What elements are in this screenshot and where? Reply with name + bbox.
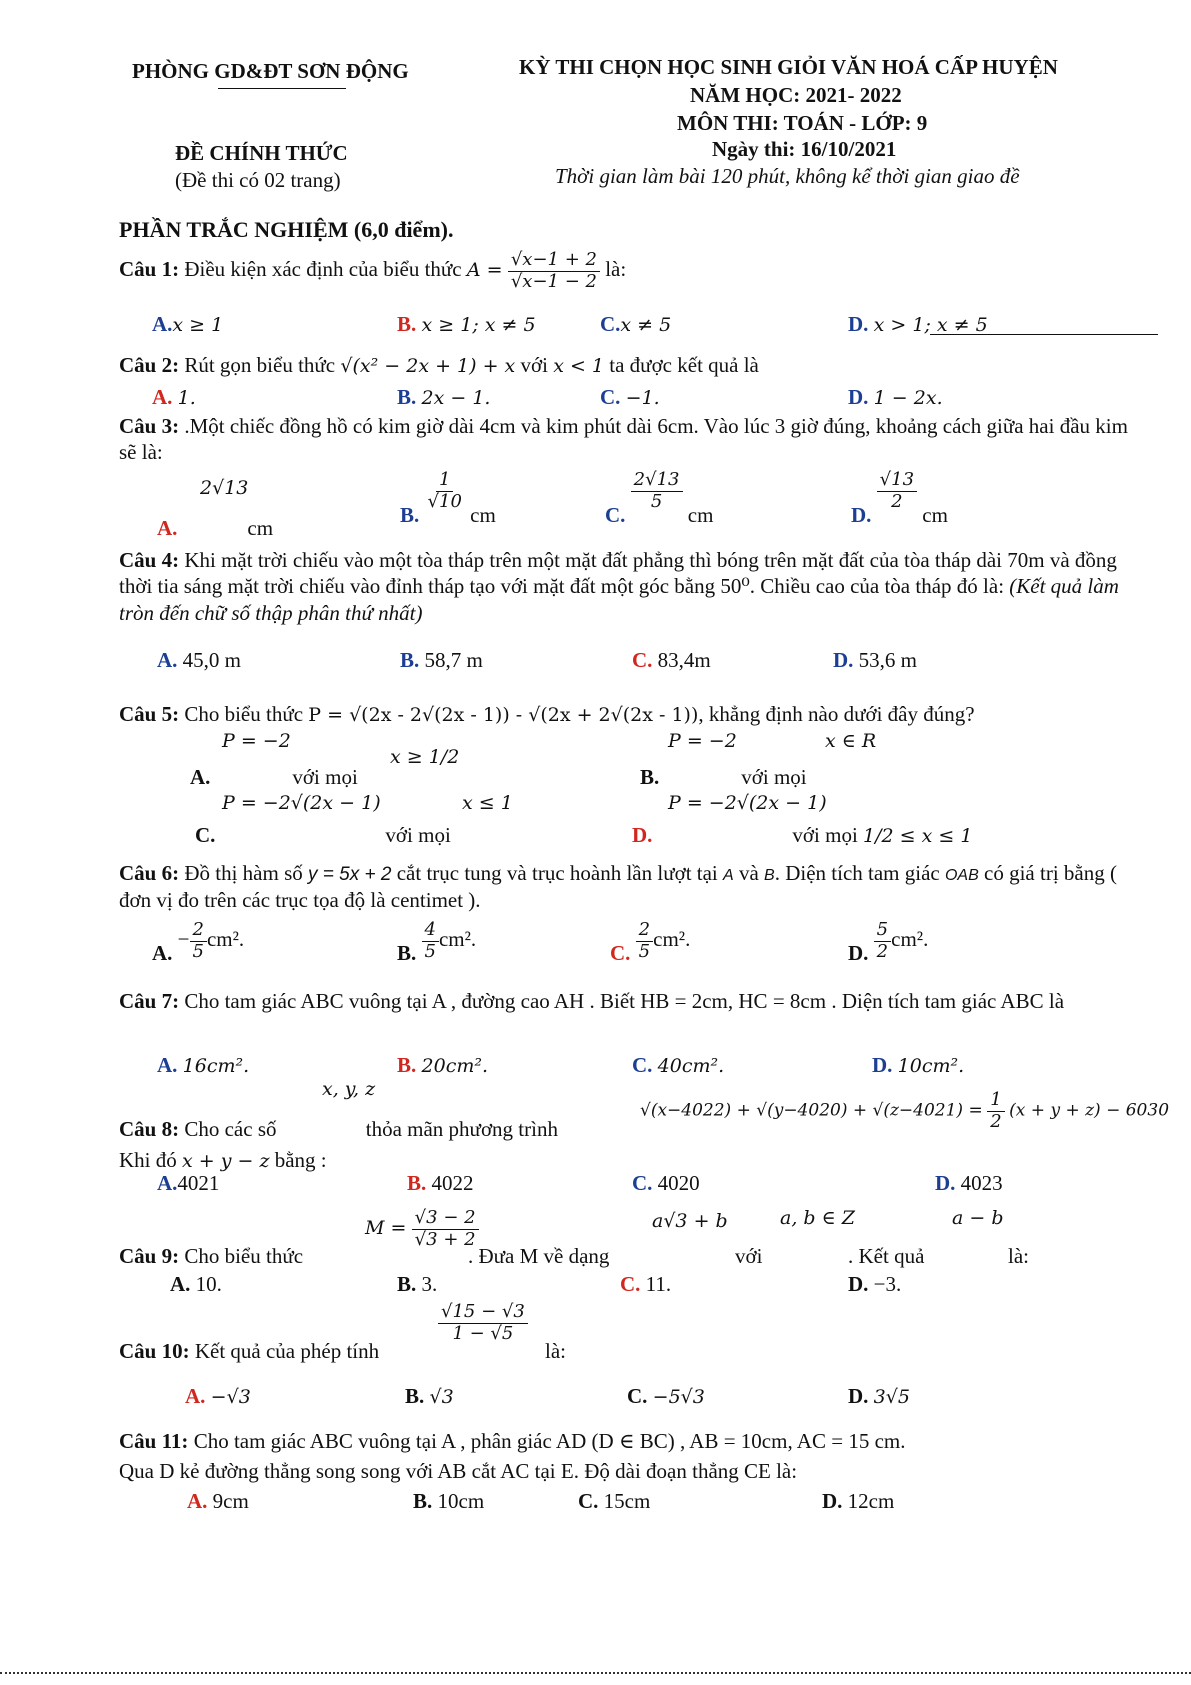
q1-expr	[508, 250, 600, 292]
q3-text: .Một chiếc đồng hồ có kim giờ dài 4cm và kim phút dài 6cm. Vào lúc 3 giờ đúng, khoảng cách giữa hai đầu kim sẽ là:	[119, 414, 1128, 465]
q9-cond: a, b ∈ Z	[780, 1207, 855, 1229]
q8-option-a: A.4021	[157, 1171, 220, 1195]
pages-note: (Đề thi có 02 trang)	[175, 168, 341, 192]
q5-option-a: A. với mọi	[190, 765, 358, 789]
q3-option-b: B. $\frac{1}{√10}$ cm	[400, 469, 496, 527]
q9-option-c: C. 11.	[620, 1272, 672, 1296]
q11-option-d: D. 12cm	[822, 1489, 895, 1513]
q7-option-c: C. 40cm².	[632, 1053, 725, 1077]
q1-expr-lhs: A =	[466, 259, 503, 281]
q5-text: Cho biểu thức	[184, 702, 304, 726]
q1-option-c: C.x ≠ 5	[600, 312, 672, 336]
q5-d-result: P = −2√(2x − 1)	[668, 792, 827, 814]
q4-option-a: A. 45,0 m	[157, 648, 242, 672]
q8-option-c: C. 4020	[632, 1171, 700, 1195]
q11-option-c: C. 15cm	[578, 1489, 651, 1513]
q8-option-b: B. 4022	[407, 1171, 474, 1195]
q1-suffix: là:	[605, 257, 627, 281]
q6-option-a: A. − $\frac{2}{5}$ cm².	[152, 919, 245, 965]
q1-expr-den: √x−1 − 2	[510, 270, 597, 292]
q5-b-result: P = −2	[668, 730, 737, 752]
q5-c-cond: x ≤ 1	[462, 792, 513, 814]
department-underline	[218, 88, 346, 89]
q9-option-d: D. −3.	[848, 1272, 902, 1296]
q5-label: Câu 5:	[119, 702, 180, 726]
q7-label: Câu 7:	[119, 989, 180, 1013]
q6-option-c: C. $\frac{2}{5}$ cm².	[610, 919, 691, 965]
q3-option-c: C. $\frac{2√13}{5}$ cm	[605, 469, 714, 527]
q1-option-d-line	[930, 334, 1158, 335]
question-2	[119, 352, 759, 379]
q1-option-d: D. x > 1; x ≠ 5	[848, 312, 988, 336]
q4-option-c: C. 83,4m	[632, 648, 711, 672]
q5-a-result: P = −2	[222, 730, 291, 752]
q6-option-d: D. $\frac{5}{2}$ cm².	[848, 919, 929, 965]
q9-form: a√3 + b	[652, 1210, 728, 1232]
section-title: PHẦN TRẮC NGHIỆM (6,0 điểm).	[119, 217, 454, 242]
q9-option-b: B. 3.	[397, 1272, 438, 1296]
q5-a-cond: x ≥ 1/2	[390, 746, 460, 768]
department-name: PHÒNG GD&ĐT SƠN ĐỘNG	[132, 59, 409, 83]
q7-option-b: B. 20cm².	[397, 1053, 489, 1077]
official-label: ĐỀ CHÍNH THỨC	[175, 141, 348, 165]
q7-option-d: D. 10cm².	[872, 1053, 965, 1077]
q11-option-a: A. 9cm	[187, 1489, 249, 1513]
q10-fraction: $\frac{√15 - √3}{1 - √5}$	[438, 1302, 528, 1344]
q3-option-a: A. cm	[157, 516, 274, 540]
q2-label: Câu 2:	[119, 353, 180, 377]
q3-option-a-value: 2√13	[200, 477, 249, 499]
question-5	[119, 701, 975, 728]
exam-title: KỲ THI CHỌN HỌC SINH GIỎI VĂN HOÁ CẤP HUYỆN	[519, 55, 1058, 79]
q5-c-result: P = −2√(2x − 1)	[222, 792, 381, 814]
q5-option-b: B. với mọi	[640, 765, 807, 789]
q10-option-c: C. −5√3	[627, 1384, 705, 1408]
q2-expr: √(x² − 2x + 1) + x	[340, 355, 516, 377]
q10-label: Câu 10:	[119, 1339, 190, 1363]
q1-option-b: B. x ≥ 1; x ≠ 5	[397, 312, 536, 336]
q8-option-d: D. 4023	[935, 1171, 1003, 1195]
question-8: Câu 8: Cho các số thỏa mãn phương trình	[119, 1117, 558, 1141]
q4-option-d: D. 53,6 m	[833, 648, 918, 672]
q10-option-b: B. √3	[405, 1384, 454, 1408]
q4-text: Khi mặt trời chiếu vào một tòa tháp trên một mặt đất phẳng thì bóng trên mặt đất của tòa tháp dài 70m và đồng thời tia sáng mặt trời chiếu vào đỉnh tháp tạo với mặt đất một góc bằng 50⁰.	[119, 548, 1117, 599]
q11-text2: Qua D kẻ đường thẳng song song với AB cắt AC tại E. Độ dài đoạn thẳng CE là:	[119, 1459, 798, 1483]
q9-label: Câu 9:	[119, 1244, 180, 1268]
subject: MÔN THI: TOÁN - LỚP: 9	[677, 111, 928, 135]
q3-label: Câu 3:	[119, 414, 180, 438]
time-note: Thời gian làm bài 120 phút, không kể thời gian giao đề	[555, 164, 1020, 188]
q4-option-b: B. 58,7 m	[400, 648, 483, 672]
q9-option-a: A. 10.	[170, 1272, 222, 1296]
q8-equation: √(x−4022) + √(y−4020) + √(z−4021) = $\frac{1}{2}$ (x + y + z) − 6030	[640, 1089, 1170, 1132]
question-7	[119, 988, 1131, 1014]
q5-suffix: , khẳng định nào dưới đây đúng?	[698, 702, 975, 726]
q1-expr-num: √x−1 + 2	[508, 250, 600, 272]
q10-option-d: D. 3√5	[848, 1384, 910, 1408]
q10-suffix: là:	[545, 1339, 566, 1363]
question-3	[119, 413, 1131, 466]
q10-option-a: A. −√3	[185, 1384, 251, 1408]
exam-date: Ngày thi: 16/10/2021	[712, 137, 897, 161]
q8-label: Câu 8:	[119, 1117, 180, 1141]
q11-option-b: B. 10cm	[413, 1489, 485, 1513]
q9-with: với	[735, 1244, 763, 1268]
q5-option-c: C. với mọi	[195, 823, 451, 847]
q2-cond: x < 1	[553, 355, 605, 377]
q2-option-a: A. 1.	[152, 385, 196, 409]
q7-option-a: A. 16cm².	[157, 1053, 250, 1077]
question-11: Câu 11: Cho tam giác ABC vuông tại A , phân giác AD (D ∈ BC) , AB = 10cm, AC = 15 cm.	[119, 1429, 906, 1453]
question-10: Câu 10: Kết quả của phép tính	[119, 1339, 380, 1363]
q5-option-d: D. với mọi 1/2 ≤ x ≤ 1	[632, 823, 973, 847]
q2-suffix: ta được kết quả là	[609, 353, 759, 377]
q9-target: a − b	[952, 1207, 1004, 1229]
q1-label: Câu 1:	[119, 257, 180, 281]
q4-label: Câu 4:	[119, 548, 180, 572]
q3-option-d: D. $\frac{√13}{2}$ cm	[851, 469, 948, 527]
q4-note: (Kết quả làm tròn đến chữ số thập phân thứ nhất)	[119, 574, 1119, 625]
question-4	[119, 547, 1131, 626]
q11-label: Câu 11:	[119, 1429, 189, 1453]
q2-option-b: B. 2x − 1.	[397, 385, 491, 409]
q5-expr: P = √(2x - 2√(2x - 1)) - √(2x + 2√(2x - 1))	[308, 704, 699, 726]
q8-vars: x, y, z	[322, 1078, 376, 1100]
question-1	[119, 250, 626, 292]
q5-b-cond: x ∈ R	[825, 730, 877, 752]
q2-option-d: D. 1 − 2x.	[848, 385, 943, 409]
q9-expr: M = $\frac{√3 - 2}{√3 + 2}$	[365, 1208, 479, 1250]
q9-text-b: . Đưa M về dạng	[468, 1244, 610, 1268]
q2-with: với	[520, 353, 548, 377]
page-bottom-border	[0, 1672, 1191, 1676]
q9-text-c: . Kết quả	[848, 1244, 925, 1268]
question-9: Câu 9: Cho biểu thức	[119, 1244, 304, 1268]
q9-text-d: là:	[1008, 1244, 1029, 1268]
school-year: NĂM HỌC: 2021- 2022	[690, 83, 902, 107]
q6-option-b: B. $\frac{4}{5}$ cm².	[397, 919, 477, 965]
q4-text2: Chiều cao của tòa tháp đó là:	[760, 574, 1005, 599]
q2-text: Rút gọn biểu thức	[184, 353, 336, 377]
q6-label: Câu 6:	[119, 861, 180, 885]
q2-option-c: C. −1.	[600, 385, 660, 409]
question-6: Câu 6: Đồ thị hàm số y = 5x + 2 cắt trục tung và trục hoành lần lượt tại A và B. Diện tích tam giác OAB có giá trị bằng ( đơn vị đo trên các trục tọa độ là centimet ).	[119, 861, 1117, 912]
q1-text: Điều kiện xác định của biểu thức	[184, 257, 462, 281]
q1-option-a: A.x ≥ 1	[152, 312, 224, 336]
q8-line2: Khi đó x + y − z bằng :	[119, 1148, 327, 1172]
q7-text: Cho tam giác ABC vuông tại A , đường cao AH . Biết HB = 2cm, HC = 8cm . Diện tích tam giác ABC là	[184, 989, 1065, 1013]
